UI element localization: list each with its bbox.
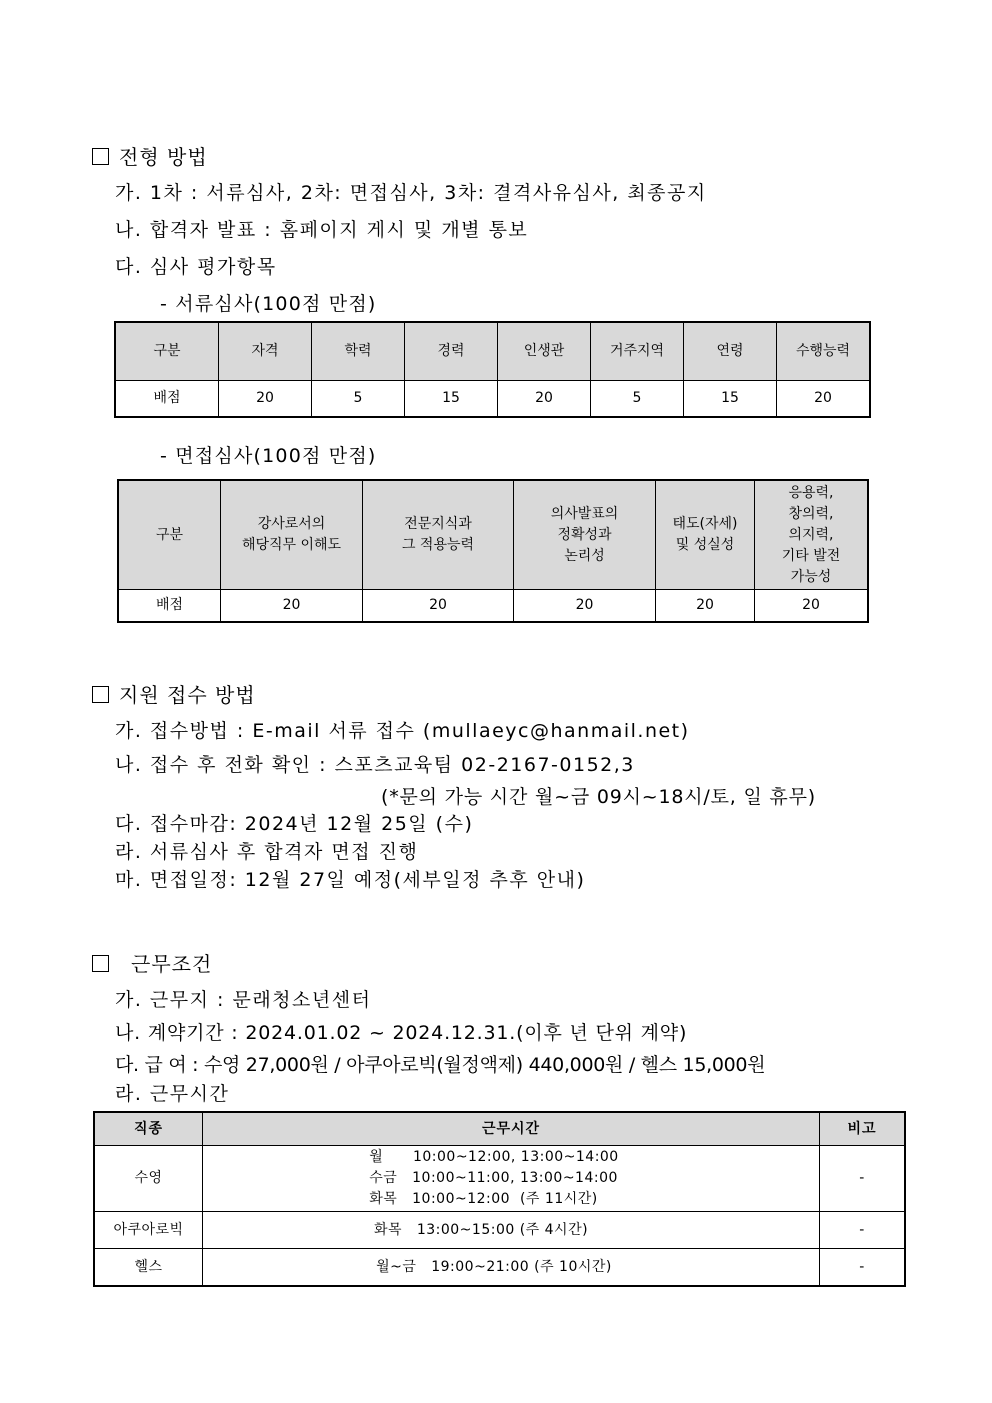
- header-cell: 경력: [405, 323, 498, 381]
- score-cell: 20: [498, 381, 591, 417]
- score-cell: 20: [514, 590, 656, 622]
- note-cell: -: [820, 1212, 905, 1249]
- header-cell: 학력: [312, 323, 405, 381]
- application-item-da: 다. 접수마감: 2024년 12월 25일 (수): [115, 813, 474, 835]
- checkbox-square-icon: [92, 148, 109, 165]
- section-title-conditions: 근무조건: [92, 948, 212, 977]
- header-cell: 구분: [116, 323, 219, 381]
- table-row: [95, 1146, 905, 1212]
- header-cell: 수행능력: [777, 323, 870, 381]
- score-cell: 5: [591, 381, 684, 417]
- header-cell: 전문지식과 그 적용능력: [363, 481, 514, 590]
- work-time-lines: [369, 1147, 618, 1210]
- selection-item-ga: 가. 1차 : 서류심사, 2차: 면접심사, 3차: 결격사유심사, 최종공지: [115, 182, 707, 204]
- selection-item-da: 다. 심사 평가항목: [115, 256, 277, 278]
- application-item-na: 나. 접수 후 전화 확인 : 스포츠교육팀 02-2167-0152,3: [115, 754, 635, 776]
- header-cell: 직종: [95, 1113, 203, 1146]
- header-cell: 자격: [219, 323, 312, 381]
- note-cell: -: [820, 1146, 905, 1212]
- header-cell: 연령: [684, 323, 777, 381]
- table-row: [95, 1249, 905, 1286]
- score-cell: 20: [221, 590, 363, 622]
- score-cell: 20: [363, 590, 514, 622]
- section-title-selection: 전형 방법: [92, 141, 208, 170]
- score-cell: 20: [755, 590, 868, 622]
- doc-review-score-row: [116, 381, 870, 417]
- doc-review-header-row: [116, 323, 870, 381]
- header-cell: 인생관: [498, 323, 591, 381]
- work-time-line: 수금 10:00~11:00, 13:00~14:00: [369, 1170, 618, 1186]
- conditions-item-ga: 가. 근무지 : 문래청소년센터: [115, 989, 372, 1011]
- interview-title: - 면접심사(100점 만점): [160, 445, 377, 467]
- header-cell: 응용력, 창의력, 의지력, 기타 발전 가능성: [755, 481, 868, 590]
- score-cell: 20: [219, 381, 312, 417]
- work-time-cell: [203, 1212, 820, 1249]
- section-title-application: 지원 접수 방법: [92, 679, 256, 708]
- interview-score-row: [119, 590, 868, 622]
- conditions-item-ra: 라. 근무시간: [115, 1083, 230, 1105]
- score-cell: 배점: [119, 590, 221, 622]
- header-cell: 근무시간: [203, 1113, 820, 1146]
- inquiry-hours-note: (*문의 가능 시간 월~금 09시~18시/토, 일 휴무): [381, 786, 816, 808]
- interview-header-row: [119, 481, 868, 590]
- score-cell: 15: [405, 381, 498, 417]
- work-time-line: 화목 10:00~12:00 (주 11시간): [369, 1191, 598, 1207]
- header-cell: 강사로서의 해당직무 이해도: [221, 481, 363, 590]
- header-cell: 비고: [820, 1113, 905, 1146]
- work-time-line: 월 10:00~12:00, 13:00~14:00: [369, 1149, 619, 1165]
- header-cell: 거주지역: [591, 323, 684, 381]
- interview-table: [118, 480, 868, 622]
- doc-review-table: [115, 322, 870, 417]
- score-cell: 15: [684, 381, 777, 417]
- checkbox-square-icon: [92, 955, 109, 972]
- job-type-cell: 헬스: [95, 1249, 203, 1286]
- work-time-cell: [203, 1249, 820, 1286]
- score-cell: 20: [777, 381, 870, 417]
- conditions-item-na: 나. 계약기간 : 2024.01.02 ~ 2024.12.31.(이후 년 단위 계약): [115, 1022, 688, 1044]
- table-row: [95, 1212, 905, 1249]
- score-cell: 배점: [116, 381, 219, 417]
- job-type-cell: 아쿠아로빅: [95, 1212, 203, 1249]
- application-item-ga: 가. 접수방법 : E-mail 서류 접수 (mullaeyc@hanmail.net): [115, 720, 690, 742]
- work-time-line: 월~금 19:00~21:00 (주 10시간): [376, 1258, 612, 1275]
- application-item-ra: 라. 서류심사 후 합격자 면접 진행: [115, 841, 419, 863]
- header-cell: 구분: [119, 481, 221, 590]
- score-cell: 20: [656, 590, 755, 622]
- note-cell: -: [820, 1249, 905, 1286]
- score-cell: 5: [312, 381, 405, 417]
- work-time-line: 화목 13:00~15:00 (주 4시간): [373, 1221, 589, 1238]
- work-hours-header-row: [95, 1113, 905, 1146]
- work-hours-table: [94, 1112, 905, 1286]
- conditions-item-da: 다. 급 여 : 수영 27,000원 / 아쿠아로빅(월정액제) 440,000원 / 헬스 15,000원: [115, 1054, 766, 1076]
- selection-item-na: 나. 합격자 발표 : 홈페이지 게시 및 개별 통보: [115, 219, 529, 241]
- doc-review-title: - 서류심사(100점 만점): [160, 293, 377, 315]
- job-type-cell: 수영: [95, 1146, 203, 1212]
- header-cell: 의사발표의 정확성과 논리성: [514, 481, 656, 590]
- header-cell: 태도(자세) 및 성실성: [656, 481, 755, 590]
- checkbox-square-icon: [92, 686, 109, 703]
- application-item-ma: 마. 면접일정: 12월 27일 예정(세부일정 추후 안내): [115, 869, 586, 891]
- work-time-cell: [203, 1146, 820, 1212]
